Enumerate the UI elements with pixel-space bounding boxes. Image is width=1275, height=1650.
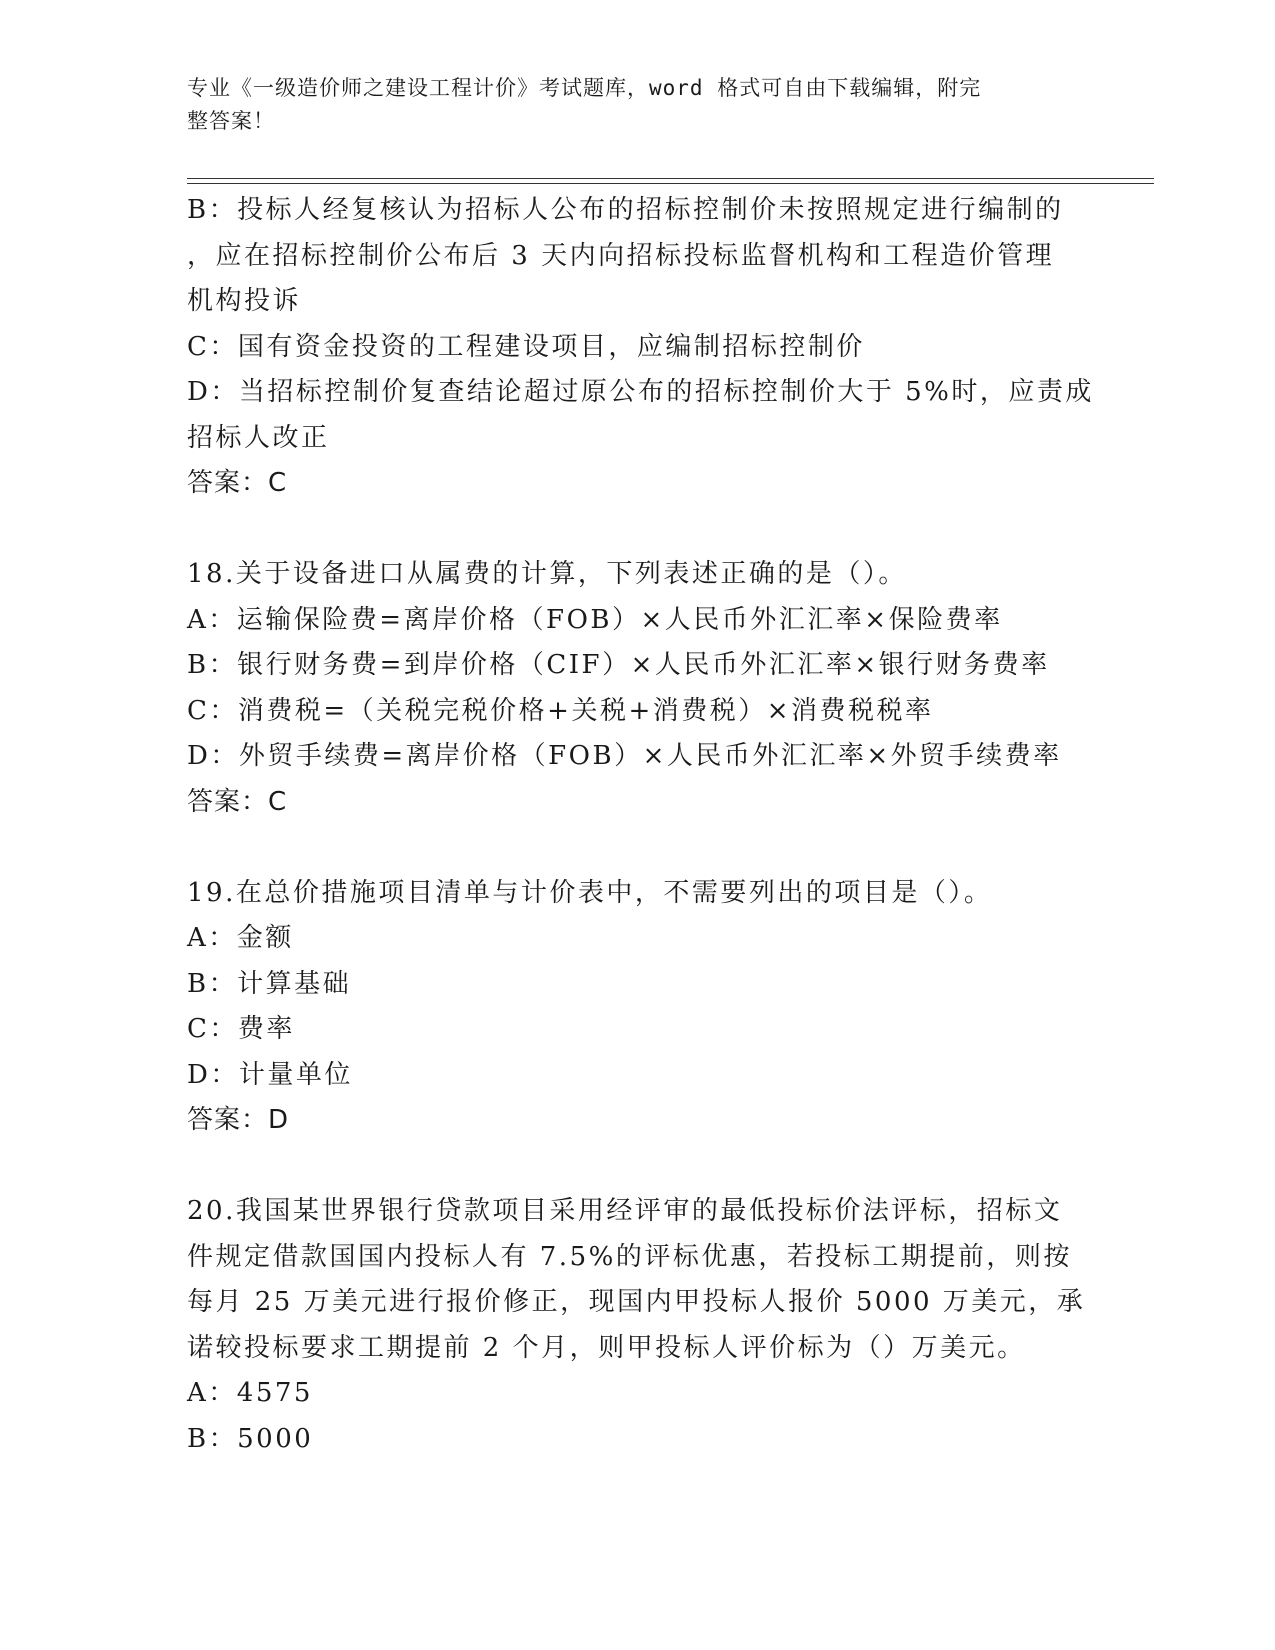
question-19: [187, 871, 1087, 1144]
option-c: C：国有资金投资的工程建设项目，应编制招标控制价: [187, 331, 865, 362]
question-text: 18.关于设备进口从属费的计算，下列表述正确的是（）。: [187, 559, 907, 589]
question-18: [187, 552, 1087, 825]
option-a: A：4575: [187, 1378, 313, 1408]
question-text-line-4: 诺较投标要求工期提前 2 个月，则甲投标人评价标为（）万美元。: [187, 1332, 1026, 1363]
option-d-line-1: D：当招标控制价复查结论超过原公布的招标控制价大于 5%时，应责成: [187, 377, 1094, 407]
option-d: D：计量单位: [187, 1059, 353, 1090]
question-text-line-2: 件规定借款国国内投标人有 7.5%的评标优惠，若投标工期提前，则按: [187, 1241, 1072, 1272]
header-line-2: 整答案！: [187, 109, 275, 133]
option-a: A：运输保险费=离岸价格（FOB）×人民币外汇汇率×保险费率: [187, 604, 1003, 635]
option-b-line-1: B：投标人经复核认为招标人公布的招标控制价未按照规定进行编制的: [187, 195, 1064, 225]
document-body: [187, 188, 1094, 1462]
option-b-line-3: 机构投诉: [187, 286, 302, 316]
answer: 答案：C: [187, 786, 288, 817]
answer: 答案：D: [187, 1105, 290, 1135]
option-d: D：外贸手续费=离岸价格（FOB）×人民币外汇汇率×外贸手续费率: [187, 741, 1062, 771]
page-header: [187, 72, 1067, 138]
question-text: 19.在总价措施项目清单与计价表中，不需要列出的项目是（）。: [187, 877, 993, 908]
question-20: [187, 1189, 1087, 1462]
option-c: C：费率: [187, 1014, 295, 1044]
option-b-line-2: ，应在招标控制价公布后 3 天内向招标投标监督机构和工程造价管理: [187, 240, 1055, 271]
option-b: B：计算基础: [187, 968, 352, 999]
option-c: C：消费税=（关税完税价格+关税+消费税）×消费税税率: [187, 695, 934, 726]
question-text-line-3: 每月 25 万美元进行报价修正，现国内甲投标人报价 5000 万美元，承: [187, 1287, 1086, 1317]
option-d-line-2: 招标人改正: [187, 422, 330, 453]
spacer: [187, 825, 1087, 871]
question-text-line-1: 20.我国某世界银行贷款项目采用经评审的最低投标价法评标，招标文: [187, 1196, 1063, 1226]
spacer: [187, 507, 1087, 553]
question-17-tail: [187, 188, 1094, 507]
header-line-1: 专业《一级造价师之建设工程计价》考试题库，word 格式可自由下载编辑，附完: [187, 76, 982, 100]
header-divider: [187, 178, 1154, 184]
option-b: B：银行财务费=到岸价格（CIF）×人民币外汇汇率×银行财务费率: [187, 650, 1050, 680]
option-a: A：金额: [187, 923, 294, 953]
spacer: [187, 1144, 1087, 1190]
answer: 答案：C: [187, 468, 288, 498]
option-b: B：5000: [187, 1423, 314, 1454]
